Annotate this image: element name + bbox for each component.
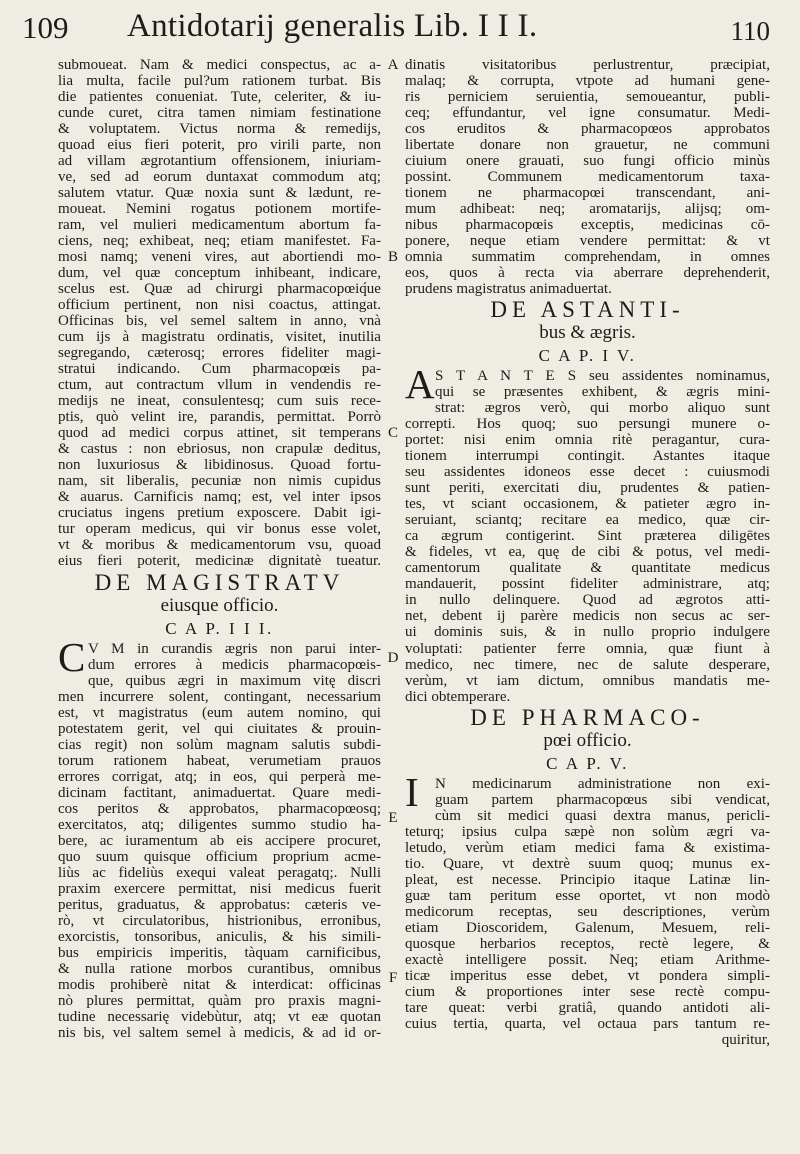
text-line: ciuium onere grauati, suo fungi officio minùs (405, 153, 770, 170)
text-line: tionem ne pharmacopœi transcendant, ani- (405, 185, 770, 202)
text-line: cum ijs à magistratu ordinatis, visitet, inutilia (58, 329, 381, 346)
text-line: camentorum qualitate & quantitate medicus (405, 560, 770, 577)
text-line: cruciatus ingens pretium exposcere. Dabit igi- (58, 505, 381, 522)
text-line: voluptati: patienter ferre omnia, quæ fiunt à (405, 640, 770, 657)
text-line: officium pertinent, non nisi coactus, attingat. (58, 297, 381, 314)
text-line: ticæ imperitus esse debet, vt pondera simpli- (405, 967, 770, 984)
text-line: teturq; ipsius culpa sæpè non solùm ægri va- (405, 823, 770, 840)
text-line: ctum, aut contractum vllum in vendendis re- (58, 377, 381, 394)
text-line: net, debent ij parère medicis non secus ac ser- (405, 608, 770, 625)
text-line: tio. Quare, vt dextrè suum quoq; munus ex- (405, 855, 770, 872)
text-line: que, quibus ægri in maximum vitę discri (88, 672, 381, 689)
paragraph (58, 689, 381, 1041)
text-line: seu assidentes idoneos esse decet : cuiusmodi (405, 464, 770, 481)
text-line: scelus est. Quæ ad chirurgi pharmacopœiq́ue (58, 281, 381, 298)
text-line: eius fieri poterit, medicinæ dignitatè tueatur. (58, 553, 381, 570)
text-line: nibus pharmacopœis exceptis, medicinas cō- (405, 217, 770, 234)
text-line: guam partem pharmacopœus sibi vendicat, (435, 791, 770, 808)
chapter-heading: C A P. I I I. (165, 618, 274, 638)
text-line: cos peritos & approbatos, pharmacopœosq; (58, 800, 381, 817)
text-line: verùm, vt iam dictum, omnibus mandatis me- (405, 672, 770, 689)
text-line: cos eruditos & pharmacopœos approbatos (405, 121, 770, 138)
text-line: Officinas bis, vel semel saltem in anno, vnà (58, 313, 381, 330)
text-line: potestatem gerit, vel qui ciuitates & prouin- (58, 720, 381, 737)
text-line: mosi namq; veneni vires, aut abortiendi mo- (58, 249, 381, 266)
text-line: quod ad medici corpus attinet, sit temperans (58, 425, 381, 442)
drop-cap: C (58, 633, 86, 680)
section-subtitle: bus & ægris. (539, 322, 636, 344)
text-line: V M in curandis ægris non parui inter- (88, 640, 381, 657)
text-line: medicorum receptas, seu descriptiones, verùm (405, 903, 770, 920)
page-number-right: 110 (730, 16, 770, 46)
text-line: & voluptatem. Victus norma & remedijs, (58, 121, 381, 138)
text-line: cuius tertia, quarta, vel octaua pars tantum re- (405, 1015, 770, 1032)
text-line: medijs ne ineat, consulentesq; cum suis rece- (58, 393, 381, 410)
section-title: DE PHARMACO- (470, 704, 705, 730)
chapter-heading: C A P. I V. (538, 346, 637, 366)
text-line: in nullo delinquere. Quod ad ægrotos atti- (405, 592, 770, 609)
paragraph (405, 416, 770, 704)
text-line: prudens magistratus animaduertat. (405, 281, 612, 298)
text-line: possint. Communem medicamentorum taxa- (405, 169, 770, 186)
margin-letter: C (387, 425, 398, 441)
text-line: correpti. Hos quoq; suo persungi munere o- (405, 416, 770, 433)
margin-letter: A (387, 57, 399, 73)
left-column (58, 57, 381, 1041)
text-line: ponere, neque etiam vendere permittat: & vt (405, 233, 770, 250)
text-line: liùs ac fideliùs exequi valeat peragatq;. Nulli (58, 864, 381, 881)
page-number-left: 109 (22, 10, 69, 45)
margin-letter: E (388, 810, 398, 826)
text-line: omnia summatim comprehendam, in omnes (405, 249, 770, 266)
paragraph (405, 824, 770, 1032)
text-line: quoad eius fieri poterit, pro virili parte, non (58, 137, 381, 154)
section-subtitle: pœi officio. (543, 729, 632, 751)
text-line: cunde curet, citra tamen nimiam festinatione (58, 105, 381, 122)
text-line: dum, vel quæ conceptum inhibeant, indicare, (58, 265, 381, 282)
margin-letter: B (387, 249, 398, 265)
text-line: vt & moribus & medicamentorum vsu, quoad (58, 537, 381, 554)
text-line: eos, quos à recta via aberrare deprehenderit, (405, 265, 770, 282)
paragraph (58, 57, 381, 570)
text-line: men incurrere solent, contingant, necessarium (58, 688, 381, 705)
text-line: & fideles, vt ea, quę de cibi & potus, vel medi- (405, 544, 770, 561)
text-line: stratui indicando. Cum pharmacopœis pa- (58, 361, 381, 378)
text-line: pleat, est necesse. Principio itaque Latinæ lin- (405, 871, 770, 888)
text-line: rò, vt circulatoribus, histrionibus, erronibus, (58, 912, 381, 929)
text-line: portet: nisi enim omnia ritè peragantur, cura- (405, 432, 770, 449)
text-line: cùm sit medici quasi dextra manus, pericli- (435, 807, 770, 824)
text-line: libertate donare non grauetur, ne communi (405, 137, 770, 154)
catchword: quiritur, (721, 1031, 770, 1048)
text-line: ciens, neq; exhibeat, neq; etiam manifestet. Fa- (58, 233, 381, 250)
text-line: guæ tam peritum esse oportet, vt non modò (405, 887, 770, 904)
text-line: etiam Dioscoridem, Galenum, Mesuem, reli- (405, 919, 770, 936)
text-line: moueat. Nemini rogatus potionem mortife- (58, 201, 381, 218)
text-line: lia multa, facile pul?um rationem turbat. Bis (58, 73, 381, 90)
running-title: Antidotarij generalis Lib. I I I. (127, 8, 538, 44)
right-column (405, 57, 770, 1048)
text-line: nis bis, vel saltem semel à medicis, & ad id or- (58, 1024, 381, 1041)
text-line: est, vt magistratus (eum autem nomino, qui (58, 704, 381, 721)
text-line: quosque herbarios receptos, rectè legere, & (405, 935, 770, 952)
text-line: ptis, quò velint ire, parandis, permittat. Porrò (58, 409, 381, 426)
text-line: malaq; & corrupta, vtpote ad humani gene- (405, 73, 770, 90)
text-line: ve, sed ad eorum duntaxat commodum atq; (58, 169, 381, 186)
drop-cap: A (405, 361, 435, 408)
text-line: tur operam medicus, qui vir bonus esse volet, (58, 521, 381, 538)
margin-letter: F (388, 970, 398, 986)
text-line: strat: ægros verò, qui morbo aliquo sunt (435, 400, 770, 417)
text-line: sunt periti, exercitati diu, prudentes & patien- (405, 480, 770, 497)
text-line: cias regit) non solùm magnam salutis subdi- (58, 736, 381, 753)
section-title: DE ASTANTI- (490, 297, 685, 323)
text-line: nò plures permittat, quàm pro praxis magni- (58, 992, 381, 1009)
drop-cap: I (405, 768, 419, 815)
text-line: ui dominis suis, & in nullo proprio indulgere (405, 624, 770, 641)
text-line: & auarus. Carnificis namq; est, vel inter ipsos (58, 489, 381, 506)
text-line: die patientes conueniat. Tute, celeriter, & iu- (58, 89, 381, 106)
section-title: DE MAGISTRATV (94, 569, 345, 595)
text-line: seruiant, sciantq; recitare ea medico, quæ cir- (405, 512, 770, 529)
text-line: submoueat. Nam & medici conspectus, ac a- (58, 57, 381, 73)
text-line: ca ægrum contigerint. Sint præterea diligētes (405, 528, 770, 545)
text-line: ram, vel mulieri medicamentum abortum fa- (58, 217, 381, 234)
chapter-heading: C A P. V. (546, 753, 629, 773)
text-line: dinatis visitatoribus perlustrentur, præcipiat, (405, 57, 770, 73)
text-line: tare queat: verbi gratiâ, quando antidoti ali- (405, 999, 770, 1016)
text-line: non luxuriosus & libidinosus. Quoad fortu- (58, 457, 381, 474)
text-line: N medicinarum administratione non exi- (435, 775, 770, 792)
paragraph (405, 57, 770, 297)
text-line: tes, vt sciant occasionem, & patieter ægro in- (405, 496, 770, 513)
text-line: segregando, cæterosq; errores fideliter magi- (58, 345, 381, 362)
text-line: medico, nec timere, nec de salute desperare, (405, 656, 770, 673)
page-header (22, 8, 770, 48)
margin-letter: D (387, 650, 399, 666)
text-line: exorcistis, tonsoribus, aniculis, & his simili- (58, 928, 381, 945)
text-line: mandauerit, possint fideliter administrare, atq; (405, 576, 770, 593)
section-subtitle: eiusque officio. (160, 594, 279, 616)
text-line: cium & proportiones inter sese rectè compu- (405, 983, 770, 1000)
text-line: dum errores à medicis pharmacopœis- (88, 656, 381, 673)
text-line: & castus : non ebriosus, non crapulæ deditus, (58, 441, 381, 458)
text-line: S T A N T E S seu assidentes nominamus, (435, 368, 770, 385)
paragraph (58, 633, 381, 689)
text-line: nam, sit liberalis, pecuniæ non nimis cupidus (58, 473, 381, 490)
text-line: dicinam factitant, animaduertat. Quare medi- (58, 784, 381, 801)
text-line: exercitatos, atq; diligentes summo studio ha- (58, 816, 381, 833)
paragraph (405, 361, 770, 417)
text-line: peritus, graduatus, & approbatus: cæteris ve- (58, 896, 381, 913)
text-line: quo suum quisque officium proprium acme- (58, 848, 381, 865)
text-line: mum adhibeat: neq; aromatarijs, alijsq; om- (405, 201, 770, 218)
text-line: qui se præsentes exhibent, & ægris mini- (435, 384, 770, 401)
text-line: salutem vtatur. Quæ noxia sunt & lædunt, re- (58, 185, 381, 202)
text-line: bus empiricis imperitis, tàquam carnificibus, (58, 944, 381, 961)
text-line: ceq; effundantur, vel igne consumatur. Medi- (405, 105, 770, 122)
text-line: modis prohiberè nitat & interdicat: officinas (58, 976, 381, 993)
text-line: bere, ac iuramentum ab eis accipere procuret, (58, 832, 381, 849)
text-line: torum rationem habeat, verumetiam prauos (58, 752, 381, 769)
text-line: dici obtemperare. (405, 688, 511, 705)
paragraph (405, 768, 770, 824)
text-line: ad villam ægrotantium offensionem, iniuriam- (58, 153, 381, 170)
text-line: & nulla ratione morbos curantibus, omnibus (58, 960, 381, 977)
text-line: exactè intelligere possit. Neq; etiam Arithme- (405, 951, 770, 968)
text-line: tionem interrumpi contingit. Astantes itaque (405, 448, 770, 465)
text-line: letudo, verùm etiam medici fama & existima- (405, 839, 770, 856)
text-line: ris perniciem seruientia, semoueantur, publi- (405, 89, 770, 106)
text-line: praxim exercere permittat, nisi medicus fuerit (58, 880, 381, 897)
text-line: tudine necessarię videbùtur, atq; vt eæ quotan (58, 1008, 381, 1025)
text-line: errores corrigat, atq; in eos, qui perperà me- (58, 768, 381, 785)
